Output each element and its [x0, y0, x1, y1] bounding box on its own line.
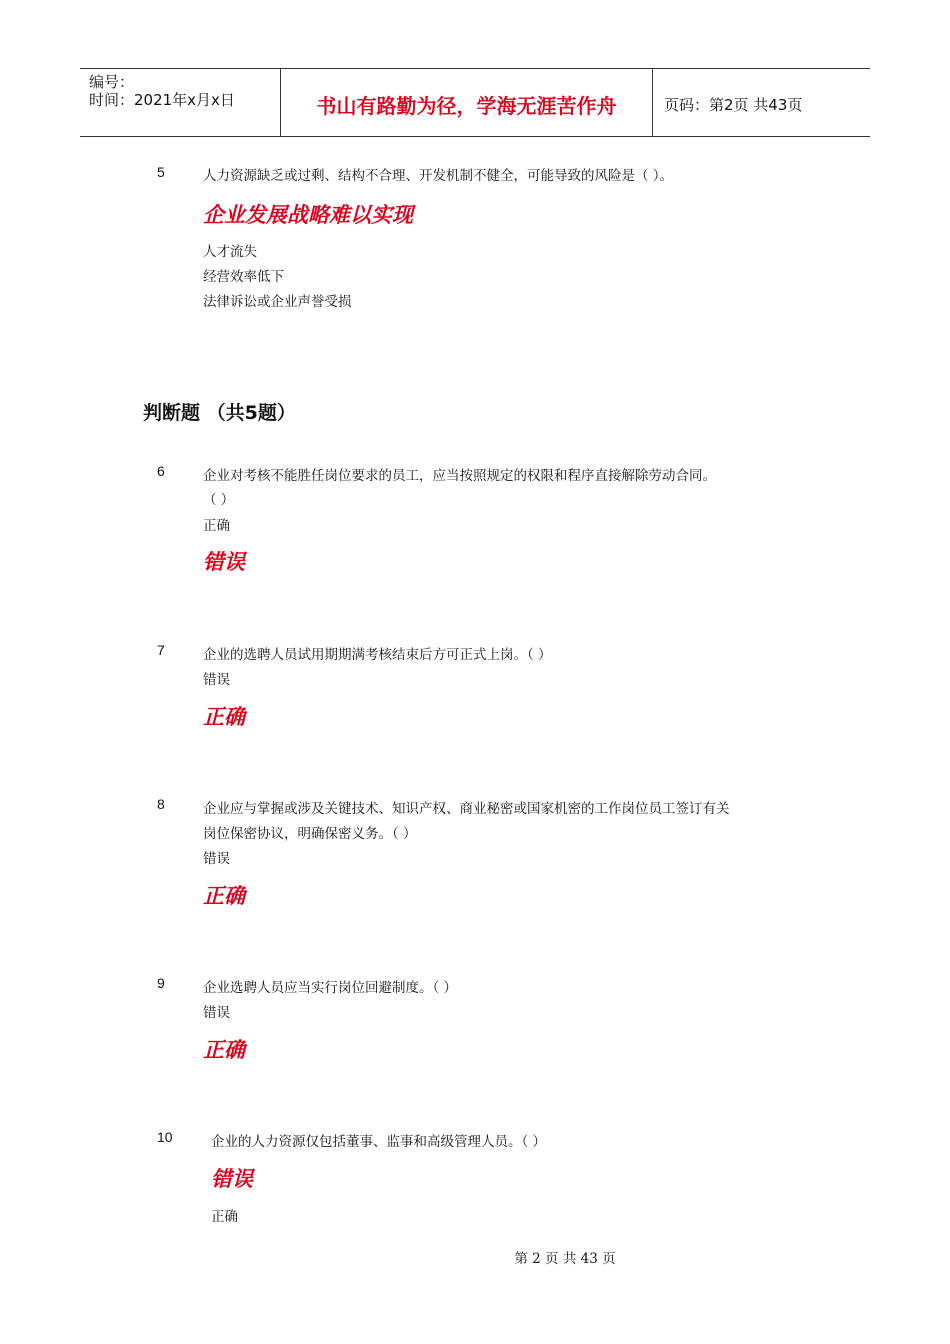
- option-item: 错误: [203, 1005, 230, 1021]
- question-text: 企业的选聘人员试用期期满考核结束后方可正式上岗。（ ）: [203, 647, 552, 663]
- header-meta: [80, 69, 280, 136]
- question-number: 7: [157, 642, 165, 658]
- question-number: 8: [157, 796, 165, 812]
- question-text: 企业对考核不能胜任岗位要求的员工，应当按照规定的权限和程序直接解除劳动合同。: [203, 468, 716, 484]
- question-text: 人力资源缺乏或过剩、结构不合理、开发机制不健全，可能导致的风险是（ ）。: [203, 168, 674, 184]
- page-footer: 第 2 页 共 43 页: [514, 1251, 616, 1267]
- header-motto: 书山有路勤为径，学海无涯苦作舟: [280, 69, 653, 136]
- option-item: 正确: [203, 518, 230, 534]
- answer-highlight: 企业发展战略难以实现: [203, 203, 413, 227]
- answer-highlight: 错误: [203, 550, 245, 574]
- question-text: 企业选聘人员应当实行岗位回避制度。（ ）: [203, 980, 458, 996]
- option-item: 经营效率低下: [203, 269, 284, 285]
- answer-highlight: 正确: [203, 1038, 245, 1062]
- page-header: [80, 68, 870, 137]
- header-page-info: 页码：第2页 共43页: [664, 96, 803, 114]
- time-label: 时间：2021年x月x日: [89, 91, 235, 109]
- option-item: 错误: [203, 851, 230, 867]
- question-text: 企业的人力资源仅包括董事、监事和高级管理人员。（ ）: [211, 1134, 547, 1150]
- option-item: 正确: [211, 1209, 238, 1225]
- answer-highlight: 正确: [203, 705, 245, 729]
- answer-highlight: 正确: [203, 884, 245, 908]
- question-text-cont: 岗位保密协议，明确保密义务。（ ）: [203, 826, 417, 842]
- code-label: 编号：: [89, 73, 135, 91]
- option-item: 法律诉讼或企业声誉受损: [203, 294, 352, 310]
- question-text: 企业应与掌握或涉及关键技术、知识产权、商业秘密或国家机密的工作岗位员工签订有关: [203, 801, 730, 817]
- question-number: 5: [157, 164, 165, 180]
- option-item: 错误: [203, 672, 230, 688]
- question-number: 6: [157, 463, 165, 479]
- answer-highlight: 错误: [211, 1167, 253, 1191]
- section-title: 判断题 （共5题）: [143, 402, 296, 424]
- question-number: 10: [157, 1129, 173, 1145]
- question-number: 9: [157, 975, 165, 991]
- question-text-cont: （ ）: [203, 492, 235, 508]
- option-item: 人才流失: [203, 244, 257, 260]
